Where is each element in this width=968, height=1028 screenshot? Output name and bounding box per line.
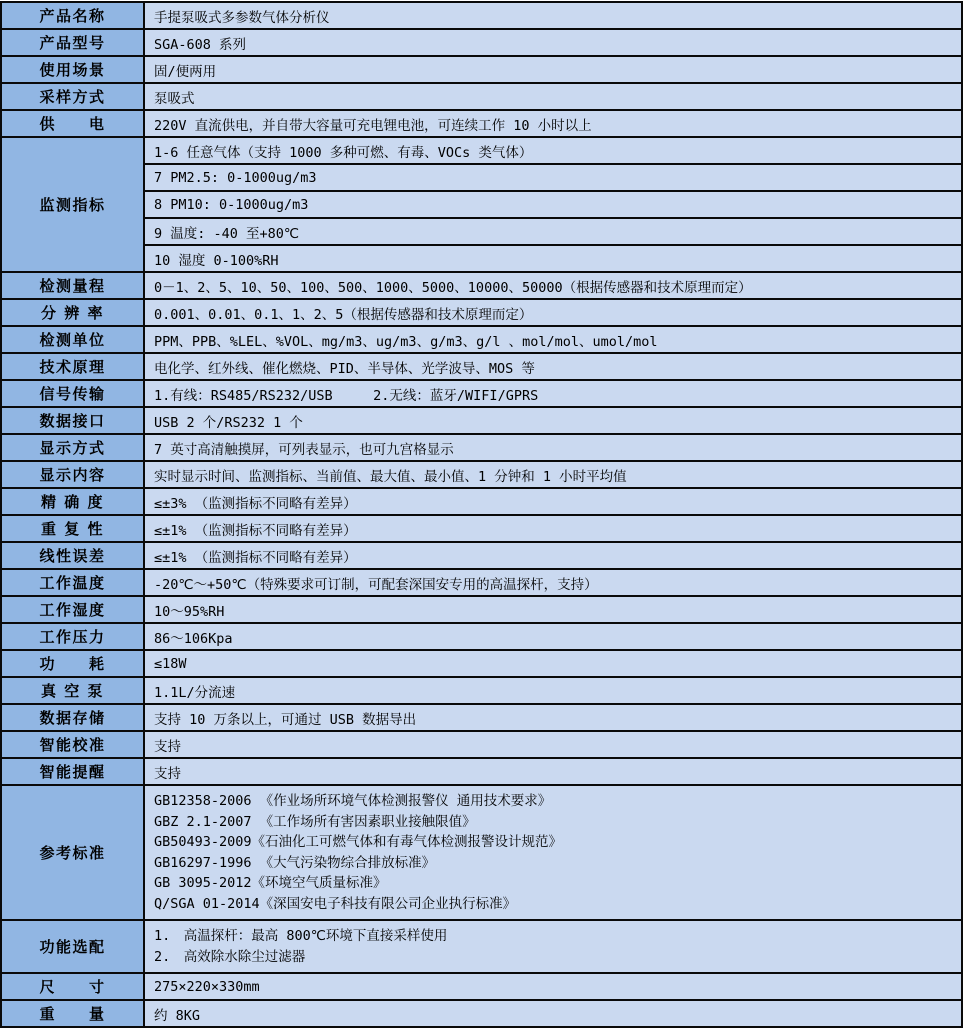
table-row	[1, 542, 962, 569]
row-value: 8 PM10: 0-1000ug/m3	[144, 191, 962, 218]
row-value: 9 温度: -40 至+80℃	[144, 218, 962, 245]
row-value: USB 2 个/RS232 1 个	[144, 407, 962, 434]
row-label: 智能提醒	[1, 758, 144, 785]
table-row	[1, 758, 962, 785]
row-label: 数据接口	[1, 407, 144, 434]
row-label: 监测指标	[1, 137, 144, 272]
row-value: 约 8KG	[144, 1000, 962, 1027]
row-value: 10 湿度 0-100%RH	[144, 245, 962, 272]
row-value: 支持	[144, 758, 962, 785]
table-row	[1, 1000, 962, 1027]
row-value: SGA-608 系列	[144, 29, 962, 56]
row-label: 功能选配	[1, 920, 144, 973]
table-row	[1, 137, 962, 164]
spec-table-body	[1, 2, 962, 1027]
table-row	[1, 110, 962, 137]
table-row	[1, 731, 962, 758]
table-row	[1, 704, 962, 731]
table-row	[1, 596, 962, 623]
table-row	[1, 56, 962, 83]
row-value: 0－1、2、5、10、50、100、500、1000、5000、10000、50000（根据传感器和技术原理而定）	[144, 272, 962, 299]
table-row	[1, 650, 962, 677]
table-row	[1, 245, 962, 272]
row-value-line: GB50493-2009《石油化工可燃气体和有毒气体检测报警设计规范》	[154, 834, 563, 850]
row-value-line: GBZ 2.1-2007 《工作场所有害因素职业接触限值》	[154, 813, 476, 830]
row-label: 功 耗	[1, 650, 144, 677]
row-value-line: GB12358-2006 《作业场所环境气体检测报警仪 通用技术要求》	[154, 793, 552, 809]
row-label: 智能校准	[1, 731, 144, 758]
row-label: 技术原理	[1, 353, 144, 380]
row-value: ≤±1% （监测指标不同略有差异）	[144, 515, 962, 542]
row-value: 86～106Kpa	[144, 623, 962, 650]
row-label: 显示方式	[1, 434, 144, 461]
table-row	[1, 623, 962, 650]
row-label: 使用场景	[1, 56, 144, 83]
row-label: 真 空 泵	[1, 677, 144, 704]
row-value: 7 PM2.5: 0-1000ug/m3	[144, 164, 962, 191]
table-row	[1, 164, 962, 191]
row-label: 产品型号	[1, 29, 144, 56]
row-value: 手提泵吸式多参数气体分析仪	[144, 2, 962, 29]
row-value: ≤±3% （监测指标不同略有差异）	[144, 488, 962, 515]
row-value: 1-6 任意气体（支持 1000 多种可燃、有毒、VOCs 类气体）	[144, 137, 962, 164]
row-label: 检测量程	[1, 272, 144, 299]
row-value: 10～95%RH	[144, 596, 962, 623]
row-value: 电化学、红外线、催化燃烧、PID、半导体、光学波导、MOS 等	[144, 353, 962, 380]
row-label: 供 电	[1, 110, 144, 137]
row-value: 实时显示时间、监测指标、当前值、最大值、最小值、1 分钟和 1 小时平均值	[144, 461, 962, 488]
row-label: 检测单位	[1, 326, 144, 353]
table-row	[1, 407, 962, 434]
table-row	[1, 29, 962, 56]
row-value-line: GB 3095-2012《环境空气质量标准》	[154, 875, 387, 891]
row-value-line: 1. 高温探杆：最高 800℃环境下直接采样使用	[154, 928, 448, 944]
row-label: 显示内容	[1, 461, 144, 488]
row-label: 数据存储	[1, 704, 144, 731]
row-value: ≤±1% （监测指标不同略有差异）	[144, 542, 962, 569]
row-label: 尺 寸	[1, 973, 144, 1000]
row-label: 线性误差	[1, 542, 144, 569]
table-row	[1, 380, 962, 407]
table-row	[1, 488, 962, 515]
row-value: 275×220×330mm	[144, 973, 962, 1000]
table-row	[1, 515, 962, 542]
row-label: 工作压力	[1, 623, 144, 650]
row-value-group	[144, 920, 962, 973]
row-label: 工作湿度	[1, 596, 144, 623]
table-row	[1, 973, 962, 1000]
row-value: 220V 直流供电，并自带大容量可充电锂电池，可连续工作 10 小时以上	[144, 110, 962, 137]
row-label: 参考标准	[1, 785, 144, 920]
row-value: ≤18W	[144, 650, 962, 677]
row-value: 7 英寸高清触摸屏，可列表显示，也可九宫格显示	[144, 434, 962, 461]
table-row	[1, 353, 962, 380]
row-value: 固/便两用	[144, 56, 962, 83]
table-row	[1, 218, 962, 245]
spec-table	[0, 1, 963, 1028]
row-value: 1.有线：RS485/RS232/USB 2.无线：蓝牙/WIFI/GPRS	[144, 380, 962, 407]
row-label: 产品名称	[1, 2, 144, 29]
row-value: 1.1L/分流速	[144, 677, 962, 704]
table-row	[1, 434, 962, 461]
row-label: 工作温度	[1, 569, 144, 596]
row-label: 采样方式	[1, 83, 144, 110]
row-value: 支持	[144, 731, 962, 758]
table-row	[1, 191, 962, 218]
row-label: 分 辨 率	[1, 299, 144, 326]
row-value-line: GB16297-1996 《大气污染物综合排放标准》	[154, 854, 436, 871]
table-row	[1, 461, 962, 488]
table-row	[1, 272, 962, 299]
table-row	[1, 677, 962, 704]
table-row	[1, 2, 962, 29]
row-value-line: 2. 高效除水除尘过滤器	[154, 948, 306, 965]
table-row	[1, 785, 962, 920]
table-row	[1, 326, 962, 353]
row-value: 支持 10 万条以上，可通过 USB 数据导出	[144, 704, 962, 731]
row-value-line: Q/SGA 01-2014《深国安电子科技有限公司企业执行标准》	[154, 895, 517, 912]
row-value: 0.001、0.01、0.1、1、2、5（根据传感器和技术原理而定）	[144, 299, 962, 326]
row-value: 泵吸式	[144, 83, 962, 110]
row-value: PPM、PPB、%LEL、%VOL、mg/m3、ug/m3、g/m3、g/l 、mol/mol、umol/mol	[144, 326, 962, 353]
row-label: 信号传输	[1, 380, 144, 407]
row-value-group	[144, 785, 962, 920]
table-row	[1, 83, 962, 110]
table-row	[1, 299, 962, 326]
row-label: 重 量	[1, 1000, 144, 1027]
row-label: 重 复 性	[1, 515, 144, 542]
table-row	[1, 920, 962, 973]
row-label: 精 确 度	[1, 488, 144, 515]
row-value: -20℃～+50℃（特殊要求可订制，可配套深国安专用的高温探杆，支持）	[144, 569, 962, 596]
table-row	[1, 569, 962, 596]
